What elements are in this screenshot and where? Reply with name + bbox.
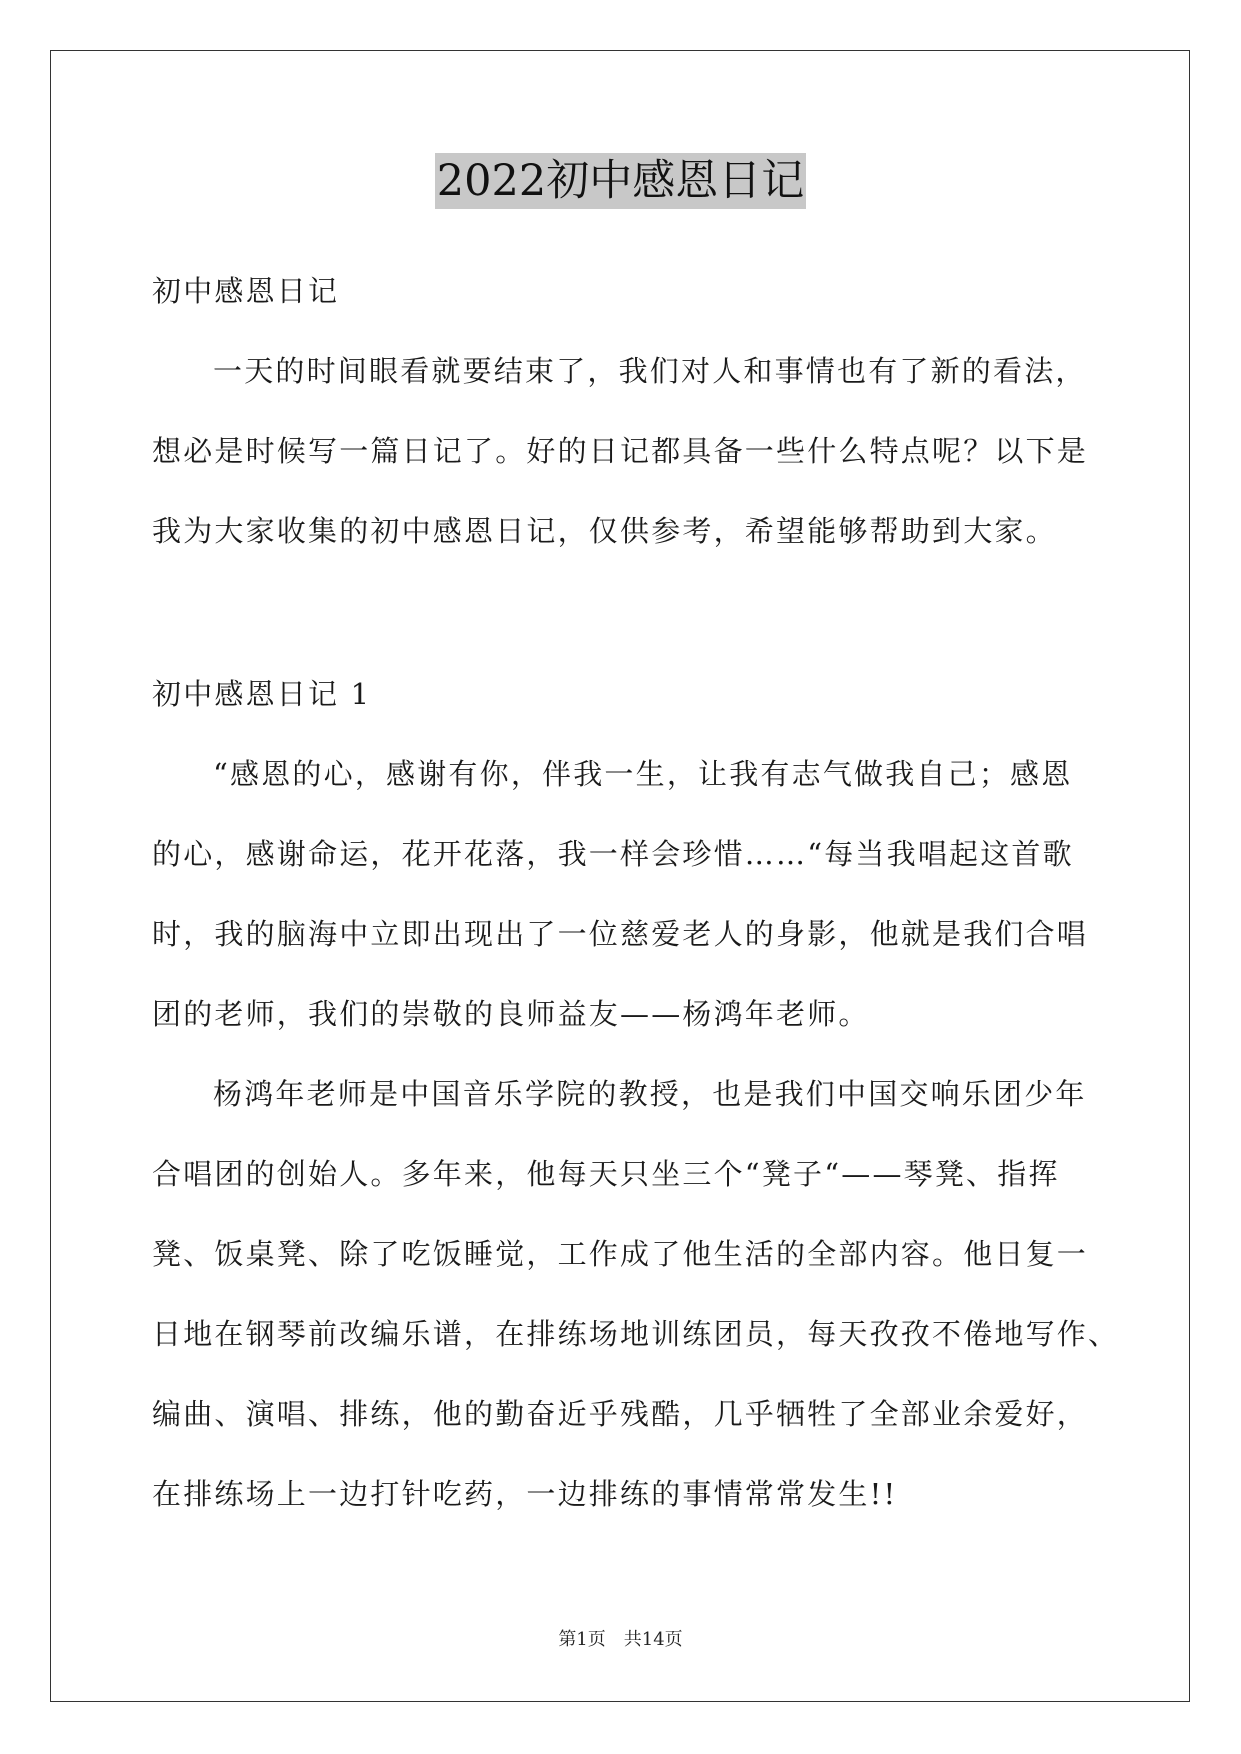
para1-line-4: 团的老师，我们的崇敬的良师益友——杨鸿年老师。 [152, 997, 870, 1031]
para1-line-3: 时，我的脑海中立即出现出了一位慈爱老人的身影，他就是我们合唱 [152, 917, 1089, 951]
section-heading: 初中感恩日记 1 [152, 677, 372, 711]
para1-line-2: 的心，感谢命运，花开花落，我一样会珍惜……“每当我唱起这首歌 [152, 837, 1074, 871]
para2-line-4: 日地在钢琴前改编乐谱，在排练场地训练团员，每天孜孜不倦地写作、 [152, 1317, 1120, 1351]
para2-line-3: 凳、饭桌凳、除了吃饭睡觉，工作成了他生活的全部内容。他日复一 [152, 1237, 1089, 1271]
title-container [0, 153, 1241, 209]
intro-line-3: 我为大家收集的初中感恩日记，仅供参考，希望能够帮助到大家。 [152, 514, 1057, 548]
document-subtitle: 初中感恩日记 [152, 274, 340, 308]
document-title: 2022初中感恩日记 [435, 153, 806, 209]
intro-line-1: 一天的时间眼看就要结束了，我们对人和事情也有了新的看法， [213, 354, 1087, 388]
para2-line-6: 在排练场上一边打针吃药，一边排练的事情常常发生!! [152, 1477, 898, 1511]
para2-line-5: 编曲、演唱、排练，他的勤奋近乎残酷，几乎牺牲了全部业余爱好， [152, 1397, 1089, 1431]
para1-line-1: “感恩的心，感谢有你，伴我一生，让我有志气做我自己；感恩 [213, 757, 1073, 791]
para2-line-1: 杨鸿年老师是中国音乐学院的教授，也是我们中国交响乐团少年 [213, 1077, 1087, 1111]
page-footer: 第1页 共14页 [558, 1629, 683, 1650]
intro-line-2: 想必是时候写一篇日记了。好的日记都具备一些什么特点呢？以下是 [152, 434, 1089, 468]
para2-line-2: 合唱团的创始人。多年来，他每天只坐三个“凳子“——琴凳、指挥 [152, 1157, 1060, 1191]
